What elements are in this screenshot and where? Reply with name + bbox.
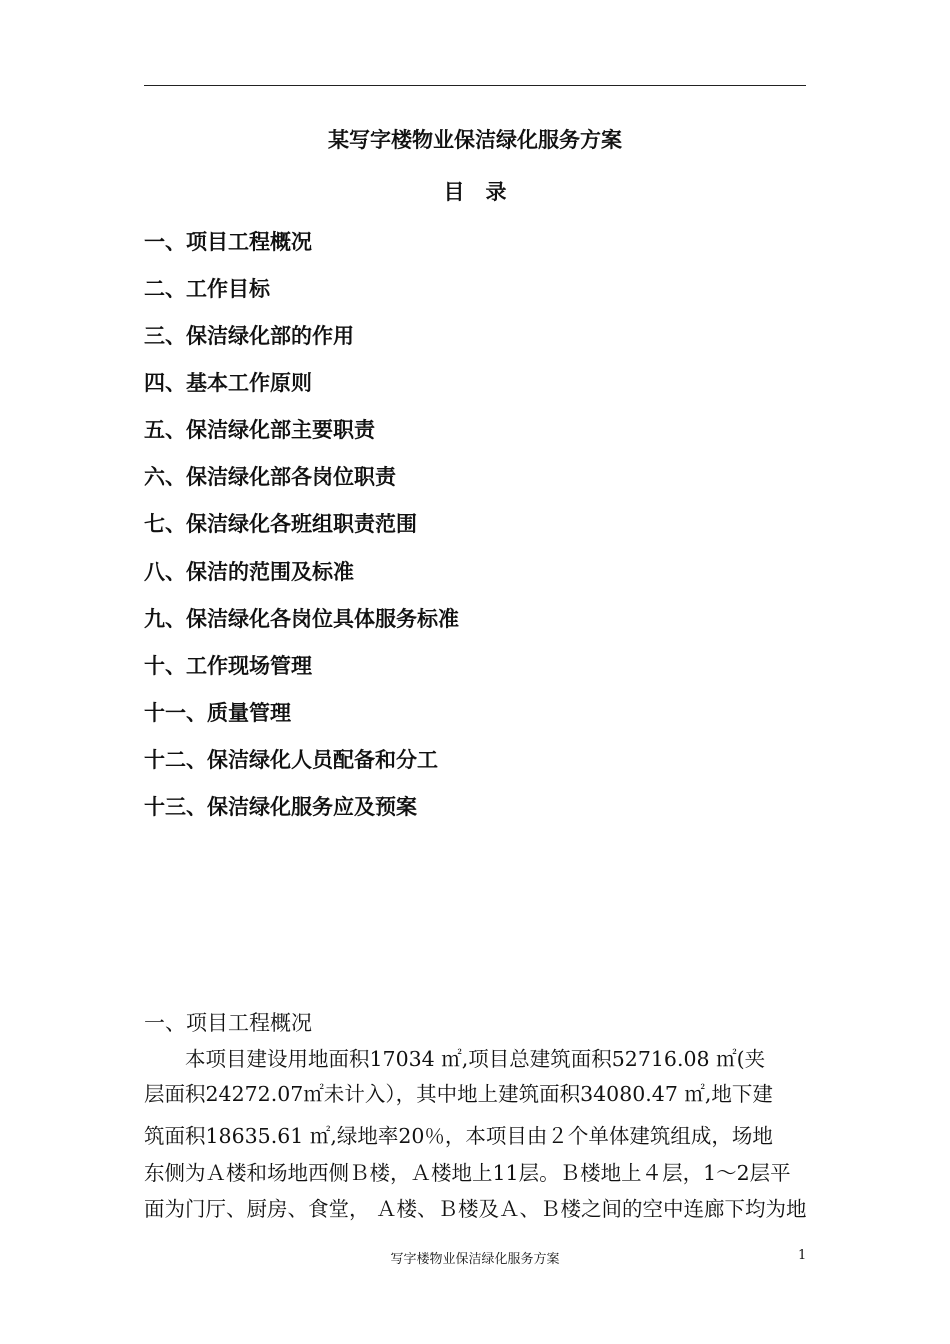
toc-item: 三、保洁绿化部的作用 [144,323,354,348]
toc-item: 六、保洁绿化部各岗位职责 [144,464,396,489]
toc-item: 七、保洁绿化各班组职责范围 [144,511,417,536]
paragraph-line: 面为门厅、厨房、食堂， Ａ楼、Ｂ楼及Ａ、Ｂ楼之间的空中连廊下均为地 [144,1197,807,1221]
paragraph-line: 本项目建设用地面积17034 ㎡,项目总建筑面积52716.08 ㎡(夹 [144,1047,766,1071]
page-number: 1 [798,1248,807,1263]
toc-item: 八、保洁的范围及标准 [144,559,354,584]
toc-heading: 目 录 [443,179,507,204]
toc-item: 九、保洁绿化各岗位具体服务标准 [144,606,459,631]
paragraph-line: 东侧为Ａ楼和场地西侧Ｂ楼，Ａ楼地上11层。Ｂ楼地上４层，1～2层平 [144,1161,791,1185]
toc-item: 四、基本工作原则 [144,370,312,395]
section-heading: 一、项目工程概况 [144,1011,312,1035]
paragraph-line: 筑面积18635.61 ㎡,绿地率20％，本项目由２个单体建筑组成，场地 [144,1124,773,1148]
paragraph-line: 层面积24272.07㎡未计入），其中地上建筑面积34080.47 ㎡,地下建 [144,1082,773,1106]
header-rule [144,85,806,86]
footer-title: 写字楼物业保洁绿化服务方案 [390,1252,560,1267]
toc-item: 五、保洁绿化部主要职责 [144,417,375,442]
toc-item: 十、工作现场管理 [144,653,312,678]
toc-item: 一、项目工程概况 [144,229,312,254]
toc-item: 二、工作目标 [144,276,270,301]
toc-item: 十二、保洁绿化人员配备和分工 [144,747,438,772]
toc-item: 十三、保洁绿化服务应及预案 [144,794,417,819]
toc-item: 十一、质量管理 [144,700,291,725]
document-title: 某写字楼物业保洁绿化服务方案 [328,127,622,152]
